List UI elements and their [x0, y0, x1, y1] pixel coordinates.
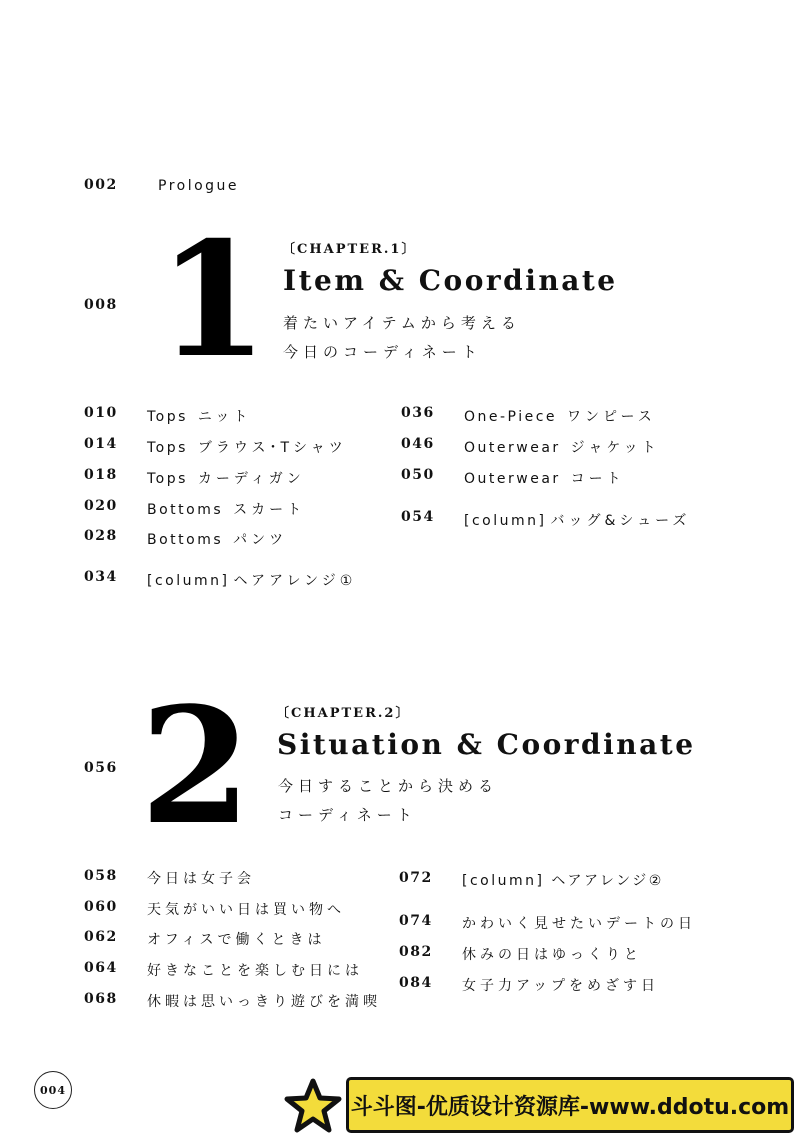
toc-entry[interactable]: 休みの日はゆっくりと — [462, 947, 642, 963]
chapter1-subtitle-1: 着たいアイテムから考える — [283, 314, 521, 332]
toc-entry[interactable]: 好きなことを楽しむ日には — [147, 963, 363, 979]
toc-entry-column[interactable]: [column] ヘアアレンジ② — [462, 873, 664, 889]
toc-page: 010 — [84, 405, 118, 421]
toc-entry[interactable]: Tops ニット — [147, 409, 252, 425]
toc-entry-column[interactable]: [column] バッグ&シューズ — [464, 513, 691, 529]
chapter2-subtitle-2: コーディネート — [278, 806, 417, 824]
toc-page: 062 — [84, 929, 118, 945]
toc-page: 014 — [84, 436, 118, 452]
toc-page: 074 — [399, 913, 433, 929]
toc-entry[interactable]: オフィスで働くときは — [147, 932, 326, 948]
toc-page: 018 — [84, 467, 118, 483]
toc-page: 082 — [399, 944, 433, 960]
toc-page: 084 — [399, 975, 433, 991]
toc-page: 060 — [84, 899, 118, 915]
chapter2-numeral: 2 — [140, 672, 252, 860]
toc-page: 054 — [401, 509, 435, 525]
toc-entry[interactable]: かわいく見せたいデートの日 — [462, 916, 696, 932]
toc-entry[interactable]: Bottoms パンツ — [147, 532, 288, 548]
chapter2-page-number: 056 — [84, 760, 118, 776]
chapter1-subtitle-2: 今日のコーディネート — [283, 343, 482, 361]
toc-page: 046 — [401, 436, 435, 452]
prologue-link[interactable]: Prologue — [158, 178, 240, 194]
toc-entry[interactable]: 今日は女子会 — [147, 871, 255, 887]
toc-page: 058 — [84, 868, 118, 884]
chapter1-numeral: 1 — [158, 208, 268, 393]
chapter1-label: 〔CHAPTER.1〕 — [282, 242, 417, 257]
chapter1-page-number: 008 — [84, 297, 118, 313]
watermark-banner: 斗斗图-优质设计资源库-www.ddotu.com — [346, 1077, 794, 1133]
page-number: 004 — [40, 1083, 66, 1097]
toc-entry[interactable]: Outerwear ジャケット — [464, 440, 660, 456]
toc-entry[interactable]: Tops ブラウス･Tシャツ — [147, 440, 347, 456]
toc-entry[interactable]: Outerwear コート — [464, 471, 625, 487]
toc-entry[interactable]: Tops カーディガン — [147, 471, 305, 487]
prologue-page-number: 002 — [84, 177, 118, 193]
toc-entry[interactable]: One-Piece ワンピース — [464, 409, 656, 425]
toc-page: 050 — [401, 467, 435, 483]
toc-entry[interactable]: Bottoms スカート — [147, 502, 306, 518]
toc-entry-column[interactable]: [column] ヘアアレンジ① — [147, 573, 357, 589]
chapter2-subtitle-1: 今日することから決める — [278, 777, 499, 795]
toc-page: 064 — [84, 960, 118, 976]
chapter1-title[interactable]: Item & Coordinate — [283, 264, 618, 297]
toc-page: 020 — [84, 498, 118, 514]
toc-entry[interactable]: 休暇は思いっきり遊びを満喫 — [147, 994, 381, 1010]
toc-page: 034 — [84, 569, 118, 585]
chapter2-title[interactable]: Situation & Coordinate — [277, 728, 696, 761]
toc-entry[interactable]: 女子力アップをめざす日 — [462, 978, 660, 994]
chapter2-label: 〔CHAPTER.2〕 — [276, 706, 411, 721]
toc-page: 028 — [84, 528, 118, 544]
toc-page: 068 — [84, 991, 118, 1007]
star-icon — [283, 1077, 343, 1135]
toc-page: 072 — [399, 870, 433, 886]
toc-entry[interactable]: 天気がいい日は買い物へ — [147, 902, 345, 918]
toc-page: 036 — [401, 405, 435, 421]
page-number-badge — [34, 1071, 72, 1109]
